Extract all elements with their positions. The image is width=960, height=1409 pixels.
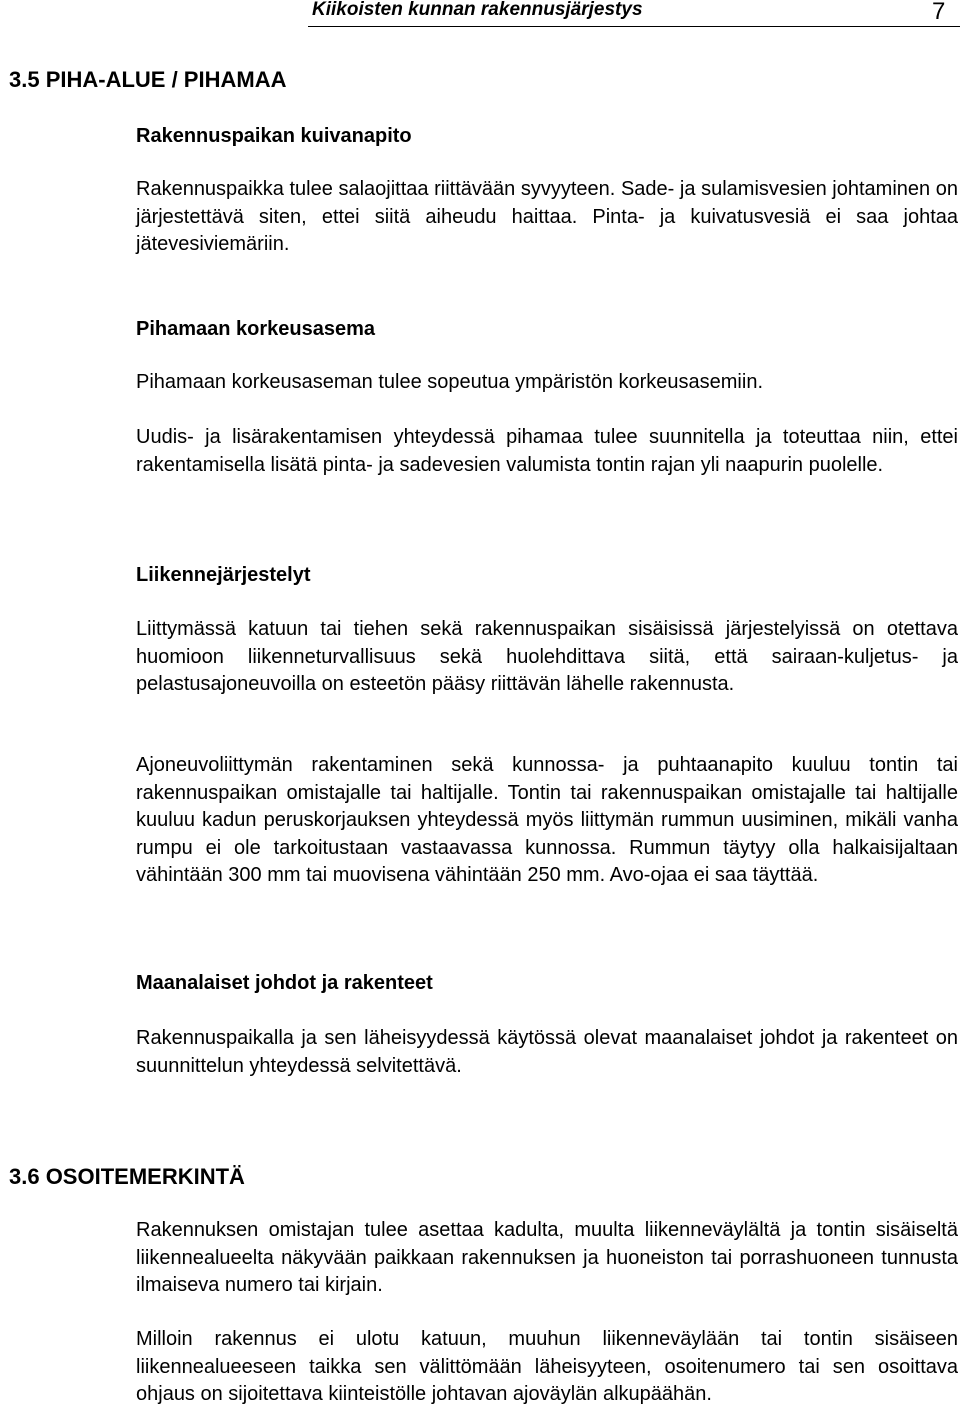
heading-maanalaiset-johdot: Maanalaiset johdot ja rakenteet xyxy=(136,972,433,994)
page-header xyxy=(0,0,960,30)
paragraph-osoitemerkinta-1: Rakennuksen omistajan tulee asettaa kadulta, muulta liikenneväylältä ja tontin sisäiseltä liikennealueelta näkyvään paikkaan rakennuksen ja huoneiston tai porrashuoneen tunnusta ilmaiseva numero tai kirjain. xyxy=(136,1219,958,1296)
paragraph-kuivanapito: Rakennuspaikka tulee salaojittaa riittävään syvyyteen. Sade- ja sulamisvesien johtaminen on järjestettävä siten, ettei siitä aiheudu haittaa. Pinta- ja kuivatusvesiä ei saa johtaa jätevesiviemäriin. xyxy=(136,178,958,255)
heading-liikennejarjestelyt: Liikennejärjestelyt xyxy=(136,564,311,586)
paragraph-liikenne-1: Liittymässä katuun tai tiehen sekä rakennuspaikan sisäisissä järjestelyissä on otettava huomioon liikenneturvallisuus sekä huolehdittava siitä, että sairaan-kuljetus- ja pelastusajoneuvoilla on esteetön pääsy riittävän lähelle rakennusta. xyxy=(136,618,958,695)
heading-kuivanapito: Rakennuspaikan kuivanapito xyxy=(136,125,412,147)
paragraph-liikenne-2: Ajoneuvoliittymän rakentaminen sekä kunnossa- ja puhtaanapito kuuluu tontin tai rakennuspaikan omistajalle tai haltijalle. Tontin tai rakennuspaikan omistajalle tai haltijalle kuuluu kadun peruskorjauksen yhteydessä myös liittymän rummun uusiminen, mikäli vanha rumpu ei ole tarkoitustaan vastaavassa kunnossa. Rummun täytyy olla halkaisijaltaan vähintään 300 mm tai muovisena vähintään 250 mm. Avo-ojaa ei saa täyttää. xyxy=(136,754,958,886)
paragraph-korkeusasema-2: Uudis- ja lisärakentamisen yhteydessä pihamaa tulee suunnitella ja toteuttaa niin, ettei rakentamisella lisätä pinta- ja sadevesien valumista tontin rajan yli naapurin puolelle. xyxy=(136,426,958,476)
section-heading-3-5: 3.5 PIHA-ALUE / PIHAMAA xyxy=(9,67,287,92)
header-divider xyxy=(308,26,960,27)
paragraph-korkeusasema-1: Pihamaan korkeusaseman tulee sopeutua ympäristön korkeusasemiin. xyxy=(136,371,764,393)
paragraph-osoitemerkinta-2: Milloin rakennus ei ulotu katuun, muuhun liikenneväylään tai tontin sisäiseen liikennealueeseen taikka sen välittömään läheisyyteen, osoitenumero tai sen osoittava ohjaus on sijoitettava kiinteistölle johtavan ajoväylän alkupäähän. xyxy=(136,1328,958,1405)
heading-korkeusasema: Pihamaan korkeusasema xyxy=(136,318,376,340)
page-number: 7 xyxy=(932,0,946,25)
document-title: Kiikoisten kunnan rakennusjärjestys xyxy=(312,0,643,20)
section-heading-3-6: 3.6 OSOITEMERKINTÄ xyxy=(9,1164,245,1189)
paragraph-johdot: Rakennuspaikalla ja sen läheisyydessä käytössä olevat maanalaiset johdot ja rakenteet on suunnittelun yhteydessä selvitettävä. xyxy=(136,1027,958,1077)
